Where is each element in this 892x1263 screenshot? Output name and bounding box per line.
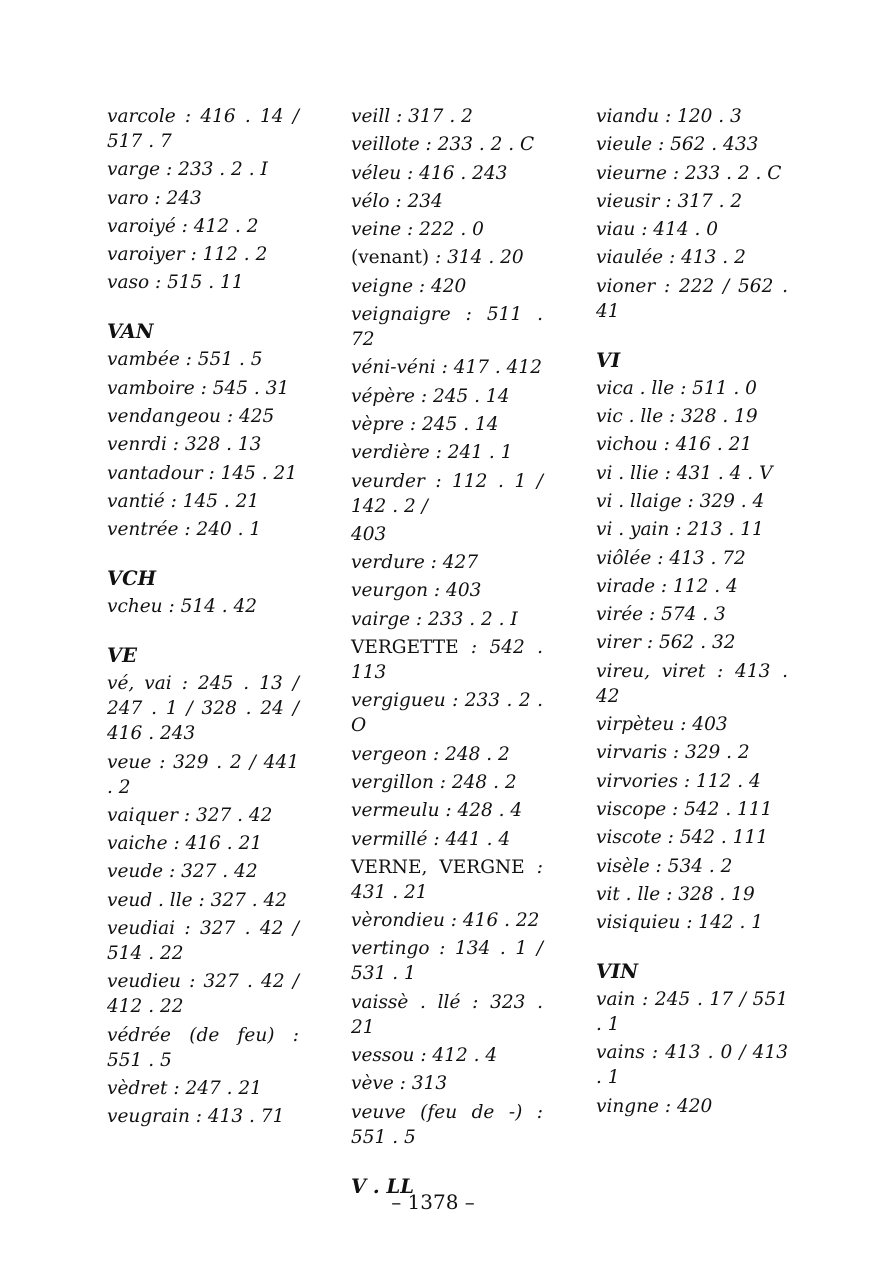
index-entry: veuve (feu de -) : 551 . 5	[351, 1101, 543, 1148]
index-entry: varcole : 416 . 14 / 517 . 7	[107, 106, 299, 152]
index-entry: vèrondieu : 416 . 22	[351, 910, 540, 932]
index-entry: vi . llaige : 329 . 4	[596, 490, 765, 512]
index-entry: vieusir : 317 . 2	[596, 190, 743, 212]
index-entry: veue : 329 . 2 / 441 . 2	[107, 751, 299, 798]
index-entry: vireu, viret : 413 . 42	[596, 660, 788, 707]
index-entry	[351, 635, 543, 685]
entry-headword: (venant)	[351, 247, 430, 269]
index-entry: vergillon : 248 . 2	[351, 771, 517, 793]
index-entry: vendangeou : 425	[107, 406, 275, 428]
index-entry: viau : 414 . 0	[596, 219, 719, 241]
index-entry: vessou : 412 . 4	[351, 1045, 498, 1067]
index-entry: vermeulu : 428 . 4	[351, 800, 523, 822]
index-entry: verdière : 241 . 1	[351, 442, 513, 464]
index-entry: véni-véni : 417 . 412	[351, 357, 542, 379]
index-entry: vaiquer : 327 . 42	[107, 804, 273, 826]
index-entry: vermillé : 441 . 4	[351, 828, 511, 850]
index-entry: vichou : 416 . 21	[596, 434, 753, 456]
index-entry: vantié : 145 . 21	[107, 490, 260, 512]
index-entry: vergigueu : 233 . 2 . O	[351, 690, 543, 737]
index-entry: vaiche : 416 . 21	[107, 833, 263, 855]
index-entry: veud . lle : 327 . 42	[107, 889, 288, 911]
page-number: – 1378 –	[391, 1190, 475, 1214]
index-entry: vingne : 420	[596, 1095, 713, 1117]
index-entry: viandu : 120 . 3	[596, 106, 742, 127]
index-entry: vcheu : 514 . 42	[107, 596, 258, 618]
index-entry: vergeon : 248 . 2	[351, 743, 510, 765]
section-heading: VAN	[107, 320, 154, 344]
index-entry: veugrain : 413 . 71	[107, 1106, 285, 1128]
index-entry: viscope : 542 . 111	[596, 798, 773, 820]
index-entry: virée : 574 . 3	[596, 604, 726, 626]
index-entry: viaulée : 413 . 2	[596, 247, 746, 269]
index-entry	[351, 855, 543, 905]
index-entry: veudiai : 327 . 42 / 514 . 22	[107, 918, 299, 965]
index-entry: visèle : 534 . 2	[596, 855, 733, 877]
index-entry: vélo : 234	[351, 190, 443, 212]
index-entry: virade : 112 . 4	[596, 575, 738, 597]
index-entry: vambée : 551 . 5	[107, 349, 263, 371]
entry-references: : 542 . 113	[351, 637, 543, 684]
index-column-3	[596, 104, 788, 1122]
index-entry: varoiyé : 412 . 2	[107, 215, 259, 237]
index-entry: veill : 317 . 2	[351, 106, 473, 127]
index-entry: vieurne : 233 . 2 . C	[596, 162, 782, 184]
index-entry: vioner : 222 / 562 . 41	[596, 275, 788, 322]
index-entry: vieule : 562 . 433	[596, 134, 759, 156]
entry-headword: VERNE, VERGNE	[351, 856, 525, 878]
index-column-1	[107, 104, 299, 1133]
index-entry: vi . yain : 213 . 11	[596, 519, 764, 541]
index-entry: vairge : 233 . 2 . I	[351, 608, 518, 630]
index-entry: venrdi : 328 . 13	[107, 434, 262, 456]
index-entry	[351, 245, 543, 270]
index-entry: varge : 233 . 2 . I	[107, 159, 268, 181]
index-entry: vaso : 515 . 11	[107, 272, 244, 294]
index-entry: vic . lle : 328 . 19	[596, 406, 758, 428]
index-entry: veurgon : 403	[351, 580, 482, 602]
index-entry: virpèteu : 403	[596, 714, 728, 736]
index-entry: virvories : 112 . 4	[596, 770, 761, 792]
index-entry: vépère : 245 . 14	[351, 385, 510, 407]
index-entry: vi . llie : 431 . 4 . V	[596, 462, 773, 484]
section-heading: VE	[107, 644, 137, 668]
index-entry: visiquieu : 142 . 1	[596, 912, 764, 934]
index-entry: viscote : 542 . 111	[596, 827, 769, 849]
index-entry: virvaris : 329 . 2	[596, 742, 750, 764]
index-entry: varoiyer : 112 . 2	[107, 244, 268, 266]
index-entry: vain : 245 . 17 / 551 . 1	[596, 989, 788, 1036]
index-entry: ventrée : 240 . 1	[107, 519, 262, 541]
index-entry: vaissè . llé : 323 . 21	[351, 991, 543, 1038]
index-entry: veigne : 420	[351, 275, 467, 297]
section-heading: VIN	[596, 960, 639, 984]
index-entry: viôlée : 413 . 72	[596, 547, 746, 569]
entry-references: : 314 . 20	[429, 247, 524, 269]
index-entry: vèdret : 247 . 21	[107, 1077, 262, 1099]
section-heading: VI	[596, 348, 621, 372]
index-entry: vé, vai : 245 . 13 / 247 . 1 / 328 . 24 / 416 . 243	[107, 673, 299, 745]
index-entry: veignaigre : 511 . 72	[351, 304, 543, 351]
index-entry: 403	[351, 523, 387, 545]
index-entry: vamboire : 545 . 31	[107, 377, 290, 399]
index-entry: vit . lle : 328 . 19	[596, 883, 755, 905]
index-entry: vertingo : 134 . 1 / 531 . 1	[351, 938, 543, 985]
index-entry: vica . lle : 511 . 0	[596, 377, 757, 399]
index-entry: védrée (de feu) : 551 . 5	[107, 1024, 299, 1071]
index-entry: veudieu : 327 . 42 / 412 . 22	[107, 971, 299, 1018]
index-entry: verdure : 427	[351, 552, 479, 574]
index-entry: veude : 327 . 42	[107, 861, 258, 883]
section-heading: VCH	[107, 567, 157, 591]
index-column-2	[351, 104, 543, 1202]
index-entry: vains : 413 . 0 / 413 . 1	[596, 1042, 788, 1089]
index-entry: vèpre : 245 . 14	[351, 413, 499, 435]
entry-headword: VERGETTE	[351, 637, 459, 659]
index-entry: varo : 243	[107, 187, 202, 209]
section-heading: V . LL	[351, 1174, 414, 1198]
index-entry: vève : 313	[351, 1073, 448, 1095]
index-entry: virer : 562 . 32	[596, 632, 736, 654]
index-entry: veurder : 112 . 1 / 142 . 2 /	[351, 470, 543, 517]
entry-references: : 431 . 21	[351, 856, 543, 903]
index-entry: veillote : 233 . 2 . C	[351, 134, 535, 156]
index-entry: veine : 222 . 0	[351, 219, 484, 241]
index-entry: vantadour : 145 . 21	[107, 462, 298, 484]
index-entry: véleu : 416 . 243	[351, 162, 508, 184]
